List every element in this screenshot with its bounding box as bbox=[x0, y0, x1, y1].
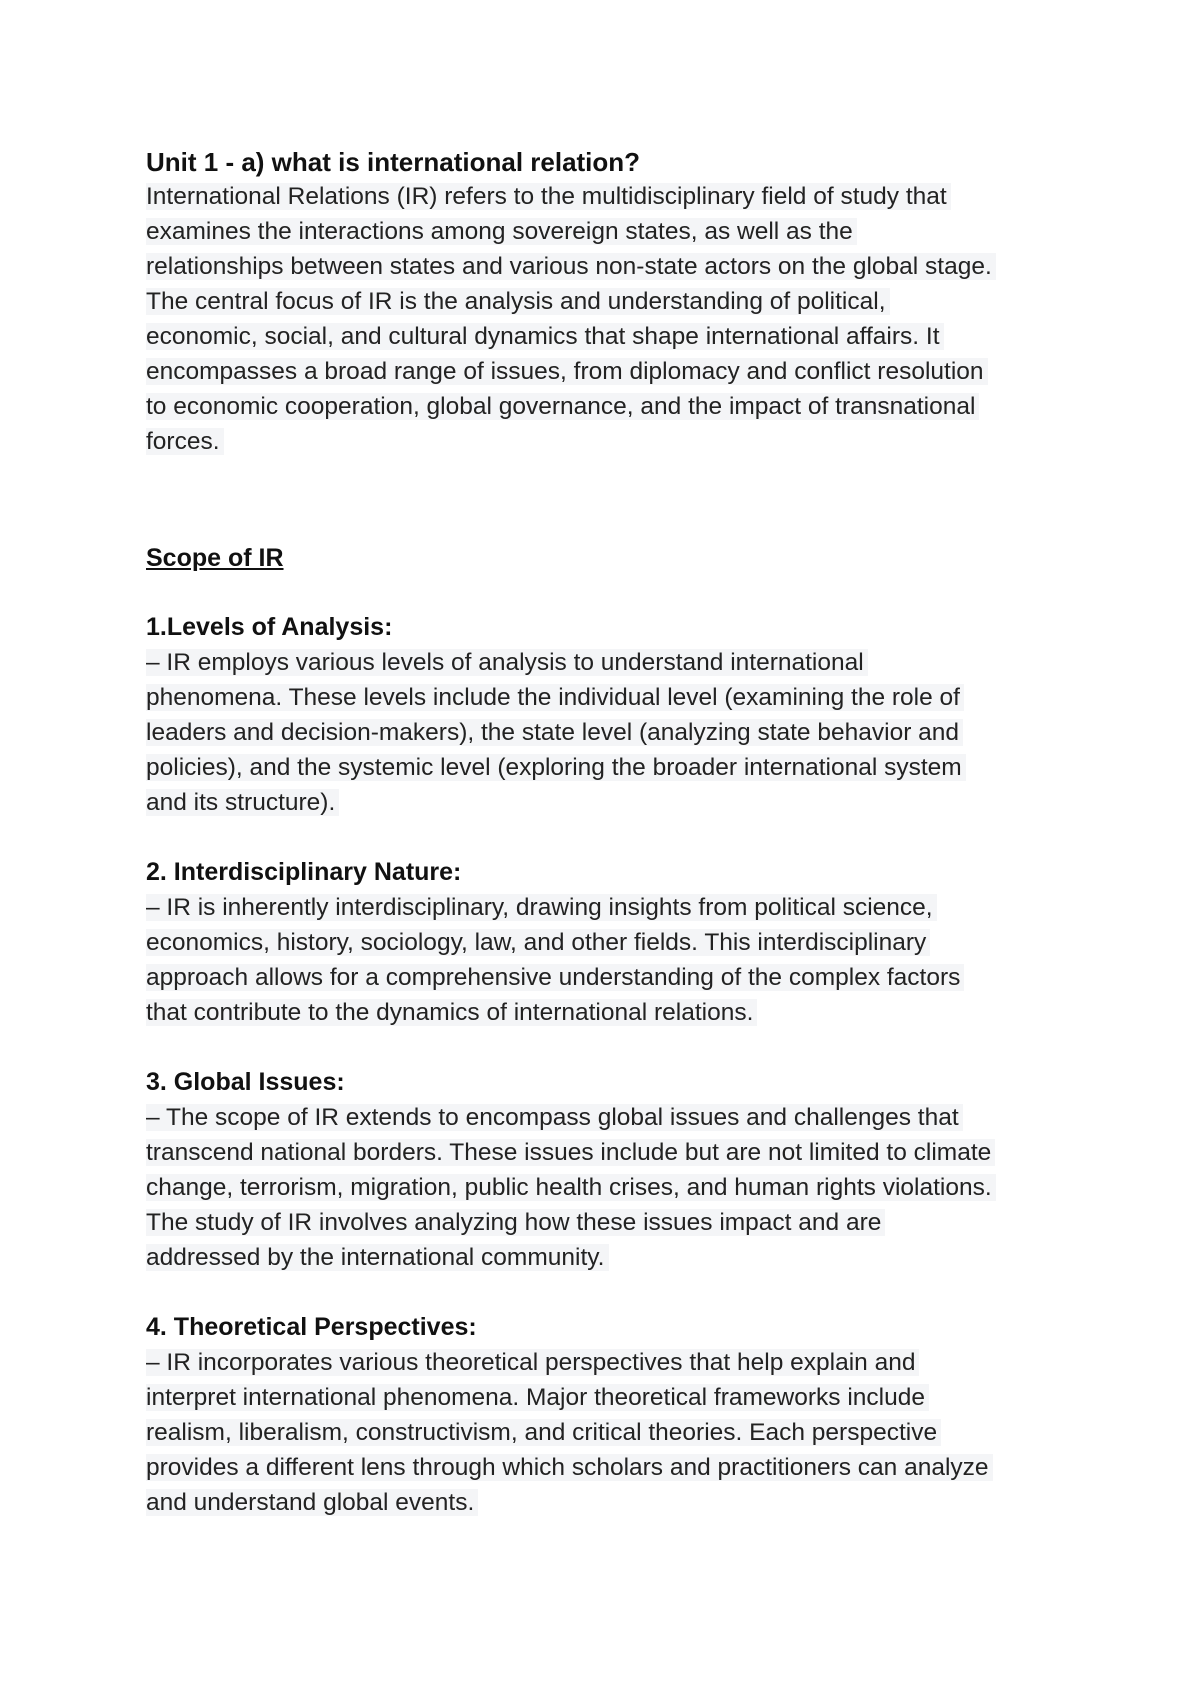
section-interdisciplinary-nature bbox=[146, 855, 1066, 1030]
intro-line-text: relationships between states and various non-state actors on the global stage. bbox=[146, 253, 996, 280]
section-body bbox=[146, 890, 1066, 1030]
section-line-text: phenomena. These levels include the individual level (examining the role of bbox=[146, 684, 964, 711]
section-line bbox=[146, 960, 1066, 995]
section-line bbox=[146, 1100, 1066, 1135]
intro-line-text: forces. bbox=[146, 428, 224, 455]
section-line-text: realism, liberalism, constructivism, and critical theories. Each perspective bbox=[146, 1419, 941, 1446]
section-global-issues bbox=[146, 1065, 1066, 1275]
section-heading: 2. Interdisciplinary Nature: bbox=[146, 858, 462, 886]
intro-line-text: The central focus of IR is the analysis and understanding of political, bbox=[146, 288, 890, 315]
section-line-text: and its structure). bbox=[146, 789, 339, 816]
section-line bbox=[146, 1380, 1066, 1415]
intro-line bbox=[146, 319, 1066, 354]
section-line-text: transcend national borders. These issues include but are not limited to climate bbox=[146, 1139, 995, 1166]
section-line-text: interpret international phenomena. Major theoretical frameworks include bbox=[146, 1384, 929, 1411]
intro-line bbox=[146, 179, 1066, 214]
section-line-text: change, terrorism, migration, public health crises, and human rights violations. bbox=[146, 1174, 996, 1201]
section-line bbox=[146, 925, 1066, 960]
section-line bbox=[146, 1450, 1066, 1485]
section-line bbox=[146, 1170, 1066, 1205]
intro-line bbox=[146, 284, 1066, 319]
intro-line bbox=[146, 214, 1066, 249]
section-levels-of-analysis bbox=[146, 610, 1066, 820]
section-line-text: approach allows for a comprehensive understanding of the complex factors bbox=[146, 964, 964, 991]
section-line-text: – The scope of IR extends to encompass global issues and challenges that bbox=[146, 1104, 963, 1131]
intro-line-text: encompasses a broad range of issues, from diplomacy and conflict resolution bbox=[146, 358, 988, 385]
section-line-text: and understand global events. bbox=[146, 1489, 478, 1516]
section-line-text: – IR employs various levels of analysis to understand international bbox=[146, 649, 868, 676]
section-line bbox=[146, 1345, 1066, 1380]
section-line bbox=[146, 645, 1066, 680]
document-title: Unit 1 - a) what is international relation? bbox=[146, 147, 641, 177]
section-line-text: – IR incorporates various theoretical perspectives that help explain and bbox=[146, 1349, 919, 1376]
section-heading: 3. Global Issues: bbox=[146, 1068, 345, 1096]
section-line bbox=[146, 1415, 1066, 1450]
section-line-text: The study of IR involves analyzing how these issues impact and are bbox=[146, 1209, 885, 1236]
section-line bbox=[146, 995, 1066, 1030]
document-content bbox=[146, 145, 1066, 1520]
section-line bbox=[146, 1485, 1066, 1520]
intro-line bbox=[146, 354, 1066, 389]
section-line-text: provides a different lens through which scholars and practitioners can analyze bbox=[146, 1454, 993, 1481]
section-line-text: policies), and the systemic level (exploring the broader international system bbox=[146, 754, 966, 781]
section-heading: 4. Theoretical Perspectives: bbox=[146, 1313, 477, 1341]
section-line-text: – IR is inherently interdisciplinary, drawing insights from political science, bbox=[146, 894, 937, 921]
scope-heading: Scope of IR bbox=[146, 544, 284, 572]
section-line-text: that contribute to the dynamics of international relations. bbox=[146, 999, 757, 1026]
section-line-text: economics, history, sociology, law, and other fields. This interdisciplinary bbox=[146, 929, 930, 956]
section-line bbox=[146, 715, 1066, 750]
section-theoretical-perspectives bbox=[146, 1310, 1066, 1520]
section-line-text: leaders and decision-makers), the state level (analyzing state behavior and bbox=[146, 719, 963, 746]
intro-line-text: to economic cooperation, global governance, and the impact of transnational bbox=[146, 393, 979, 420]
section-line bbox=[146, 1240, 1066, 1275]
intro-line-text: economic, social, and cultural dynamics that shape international affairs. It bbox=[146, 323, 944, 350]
section-line bbox=[146, 750, 1066, 785]
intro-line bbox=[146, 424, 1066, 459]
section-body bbox=[146, 645, 1066, 820]
section-line bbox=[146, 1135, 1066, 1170]
section-body bbox=[146, 1100, 1066, 1275]
intro-paragraph bbox=[146, 179, 1066, 459]
section-heading: 1.Levels of Analysis: bbox=[146, 613, 393, 641]
section-line bbox=[146, 680, 1066, 715]
section-body bbox=[146, 1345, 1066, 1520]
intro-line-text: examines the interactions among sovereign states, as well as the bbox=[146, 218, 857, 245]
section-line-text: addressed by the international community. bbox=[146, 1244, 609, 1271]
intro-line bbox=[146, 389, 1066, 424]
section-line bbox=[146, 1205, 1066, 1240]
intro-line-text: International Relations (IR) refers to the multidisciplinary field of study that bbox=[146, 183, 951, 210]
section-line bbox=[146, 785, 1066, 820]
intro-line bbox=[146, 249, 1066, 284]
section-line bbox=[146, 890, 1066, 925]
